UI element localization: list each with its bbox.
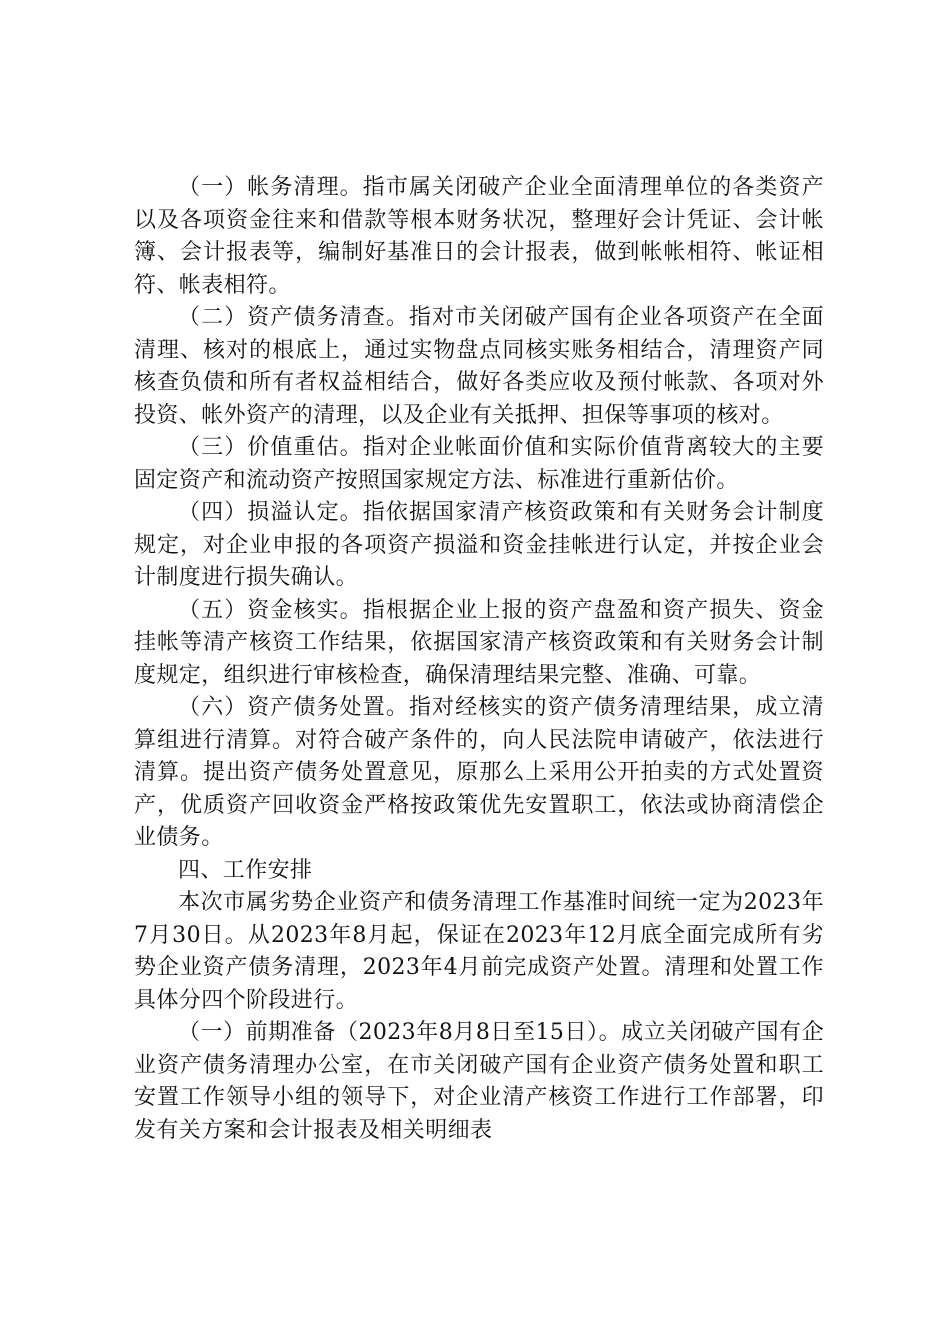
paragraph-fund-verification: （五）资金核实。指根据企业上报的资产盘盈和资产损失、资金挂帐等清产核资工作结果，依据国家清产核资政策和有关财务会计制度规定，组织进行审核检查，确保清理结果完整、准确、可靠。 [134, 597, 824, 688]
paragraph-timeline: 本次市属劣势企业资产和债务清理工作基准时间统一定为2023年7月30日。从2023年8月起，保证在2023年12月底全面完成所有劣势企业资产债务清理，2023年4月前完成资产处置。清理和处置工作具体分四个阶段进行。 [134, 890, 824, 1013]
section-heading-work-arrangement: 四、工作安排 [178, 857, 313, 883]
paragraph-asset-debt-disposal: （六）资产债务处置。指对经核实的资产债务清理结果，成立清算组进行清算。对符合破产条件的，向人民法院申请破产，依法进行清算。提出资产债务处置意见，原那么上采用公开拍卖的方式处置资产，优质资产回收资金严格按政策优先安置职工，依法或协商清偿企业债务。 [134, 695, 824, 850]
document-body [134, 172, 824, 1147]
paragraph-asset-debt-check: （二）资产债务清查。指对市关闭破产国有企业各项资产在全面清理、核对的根底上，通过实物盘点同核实账务相结合，清理资产同核查负债和所有者权益相结合，做好各类应收及预付帐款、各项对外投资、帐外资产的清理，以及企业有关抵押、担保等事项的核对。 [134, 305, 824, 428]
paragraph-account-cleanup: （一）帐务清理。指市属关闭破产企业全面清理单位的各类资产以及各项资金往来和借款等根本财务状况，整理好会计凭证、会计帐簿、会计报表等，编制好基准日的会计报表，做到帐帐相符、帐证相符、帐表相符。 [134, 175, 824, 298]
paragraph-preparation-phase: （一）前期准备（2023年8月8日至15日）。成立关闭破产国有企业资产债务清理办公室，在市关闭破产国有企业资产债务处置和职工安置工作领导小组的领导下，对企业清产核资工作进行工作部署，印发有关方案和会计报表及相关明细表 [134, 1020, 824, 1143]
paragraph-loss-recognition: （四）损溢认定。指依据国家清产核资政策和有关财务会计制度规定，对企业申报的各项资产损溢和资金挂帐进行认定，并按企业会计制度进行损失确认。 [134, 500, 824, 590]
paragraph-revaluation: （三）价值重估。指对企业帐面价值和实际价值背离较大的主要固定资产和流动资产按照国家规定方法、标准进行重新估价。 [134, 435, 824, 493]
